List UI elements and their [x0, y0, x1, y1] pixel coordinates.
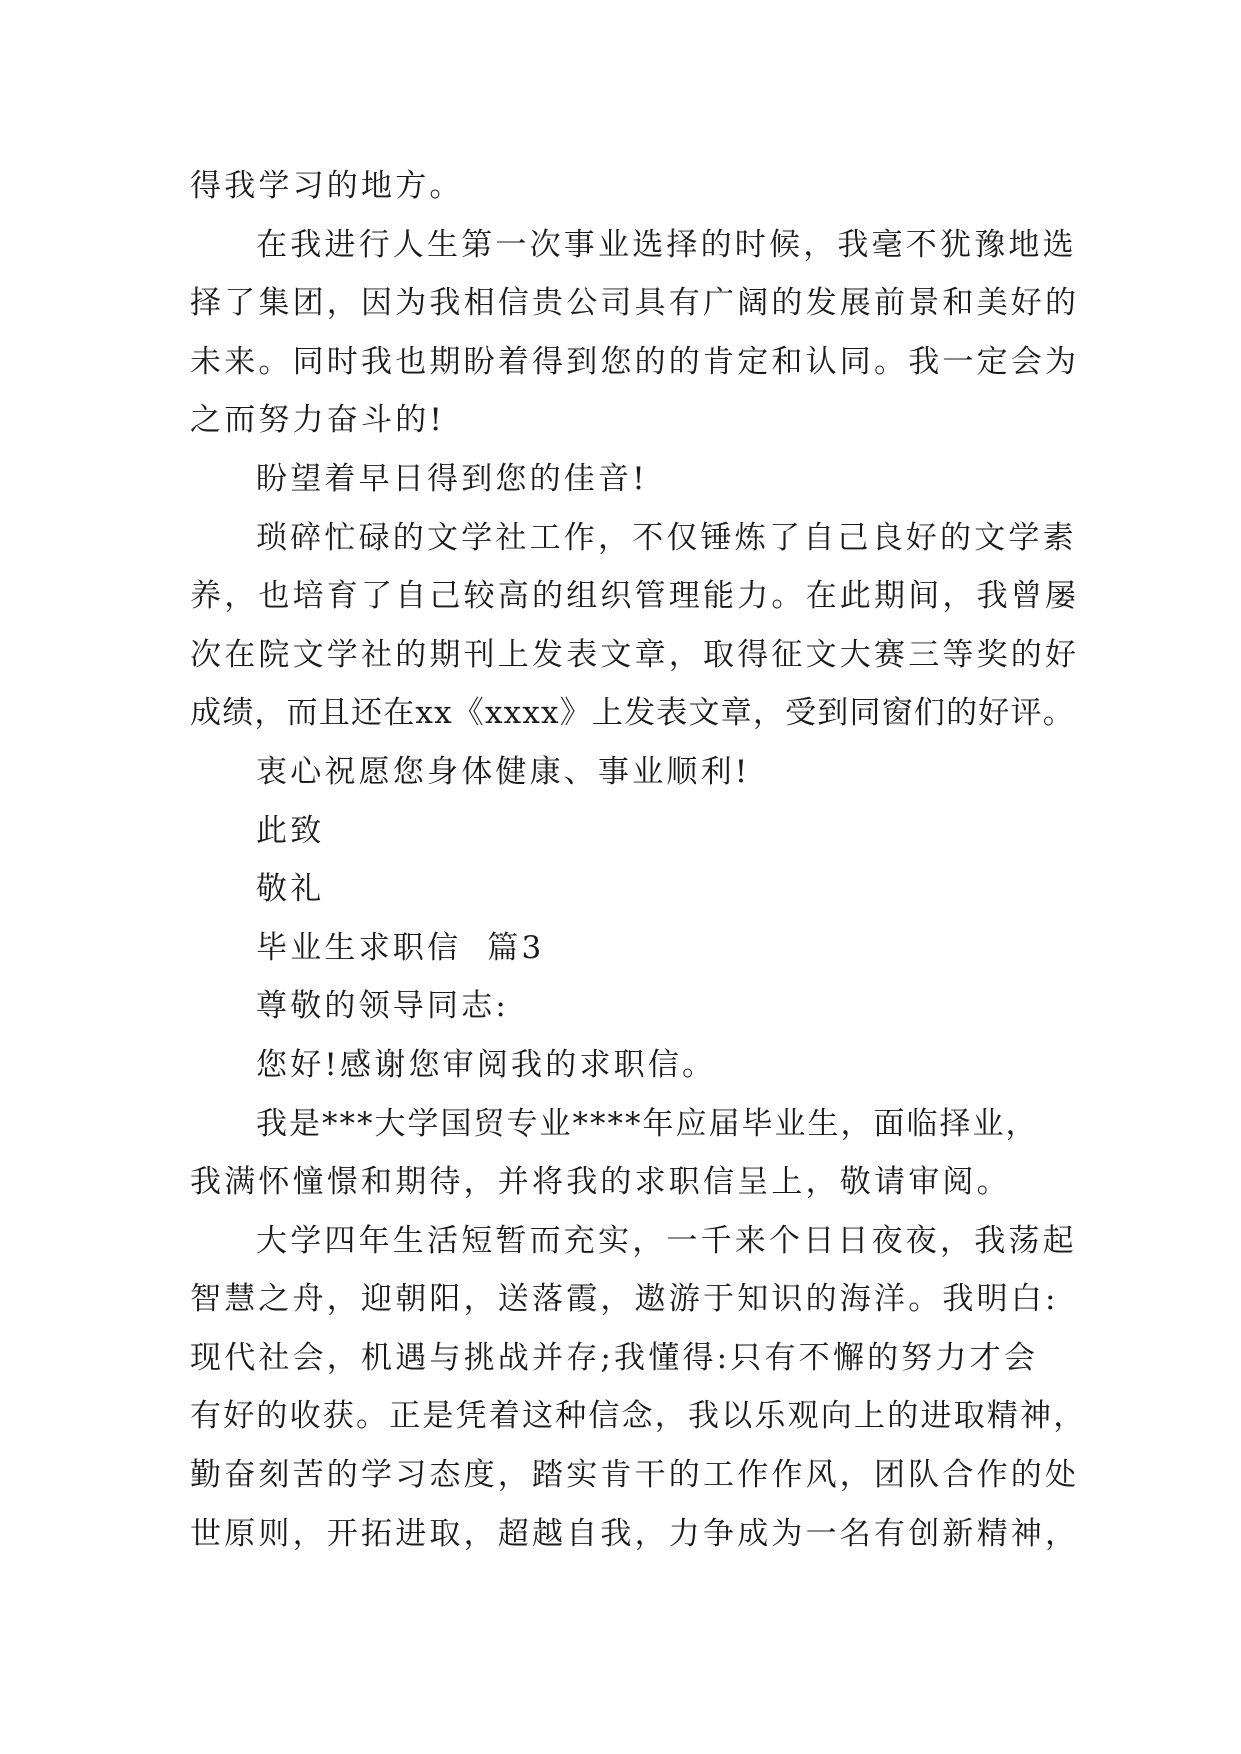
paragraph-line: 现代社会，机遇与挑战并存;我懂得:只有不懈的努力才会	[190, 1339, 1039, 1376]
paragraph-line: 我满怀憧憬和期待，并将我的求职信呈上，敬请审阅。	[190, 1164, 1011, 1201]
paragraph-line: 得我学习的地方。	[190, 168, 464, 204]
paragraph-line: 有好的收获。正是凭着这种信念，我以乐观向上的进取精神，	[190, 1398, 1087, 1435]
paragraph-line: 我是***大学国贸专业****年应届毕业生，面临择业，	[256, 1105, 1039, 1142]
paragraph-line: 养，也培育了自己较高的组织管理能力。在此期间，我曾屡	[190, 578, 1080, 615]
paragraph-line: 世原则，开拓进取，超越自我，力争成为一名有创新精神，	[190, 1515, 1080, 1552]
salutation-cizhi: 此致	[256, 812, 325, 849]
paragraph-line: 在我进行人生第一次事业选择的时候，我毫不犹豫地选	[256, 226, 1077, 263]
greeting: 尊敬的领导同志:	[256, 988, 510, 1025]
paragraph-line: 勤奋刻苦的学习态度，踏实肯干的工作作风，团队合作的处	[190, 1457, 1080, 1494]
paragraph-line: 择了集团，因为我相信贵公司具有广阔的发展前景和美好的	[190, 285, 1080, 322]
salutation-jingli: 敬礼	[256, 871, 325, 908]
paragraph-line: 智慧之舟，迎朝阳，送落霞，遨游于知识的海洋。我明白:	[190, 1281, 1059, 1318]
paragraph-line: 大学四年生活短暂而充实，一千来个日日夜夜，我荡起	[256, 1222, 1077, 1259]
section-heading: 毕业生求职信 篇3	[256, 929, 545, 966]
paragraph-line: 成绩，而且还在xx《xxxx》上发表文章，受到同窗们的好评。	[190, 695, 1075, 732]
closing-wish: 衷心祝愿您身体健康、事业顺利!	[256, 753, 751, 790]
paragraph-line: 盼望着早日得到您的佳音!	[256, 460, 648, 497]
paragraph-line: 之而努力奋斗的!	[190, 402, 446, 439]
paragraph-line: 您好!感谢您审阅我的求职信。	[256, 1046, 717, 1083]
paragraph-line: 琐碎忙碌的文学社工作，不仅锤炼了自己良好的文学素	[256, 519, 1077, 556]
paragraph-line: 次在院文学社的期刊上发表文章，取得征文大赛三等奖的好	[190, 636, 1080, 673]
letter-body	[190, 157, 1087, 1563]
paragraph-line: 未来。同时我也期盼着得到您的的肯定和认同。我一定会为	[190, 343, 1080, 380]
